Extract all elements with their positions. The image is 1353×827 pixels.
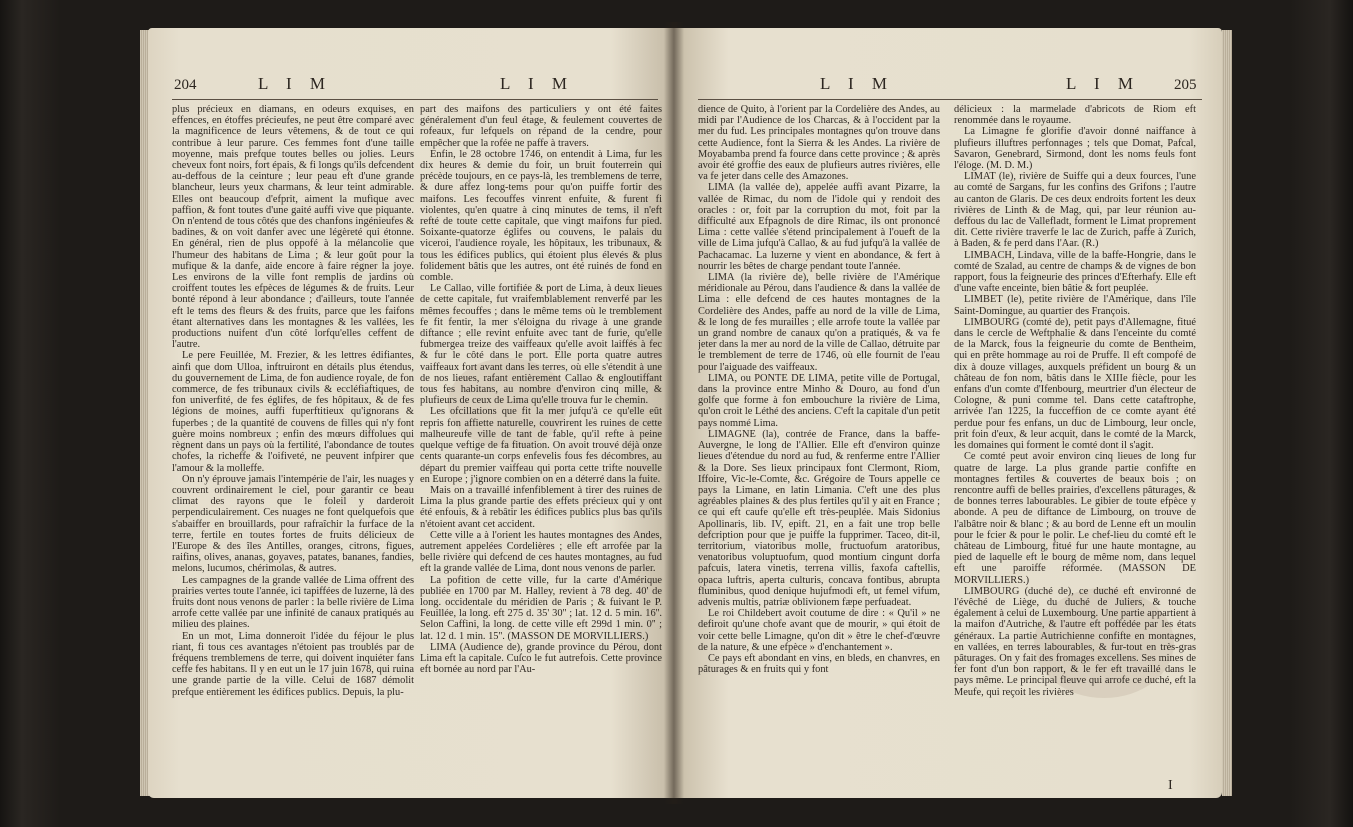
paragraph: LIMA (la rivière de), belle rivière de l'Amérique méridionale au Pérou, dans l'audience & dans la vallée de Lima : elle defcend de ces hautes montagnes de la Cordelière des Andes, paffe au nord de la ville de Lima, & le long de fes murailles ; elle arrofe toute la vallée par un grand nombre de canaux qu'on a pratiqués, & va fe jeter dans la mer au nord de la ville de Callao, détruite par le tremblement de terre de 1746, où elle fournit de l'eau pour l'aiguade des vaiffeaux.	[698, 272, 940, 373]
paragraph: LIMAGNE (la), contrée de France, dans la baffe-Auvergne, le long de l'Allier. Elle eft d'environ quinze lieues d'étendue du nord au fud, & renferme entre l'Allier & la Dore. Ses lieux principaux font Clermont, Riom, Iffoire, Vic-le-Comte, &c. Grégoire de Tours appelle ce pays la Limane, en latin Limania. C'eft une des plus agréables plaines & des plus fertiles qu'il y ait en France ; ce qui eft caufe qu'elle eft très-peuplée. Mais Sidonius Apollinaris, lib. IV, epift. 21, en a fait une trop belle defcription pour que je puiffe la fupprimer. Taceo, dit-il, territorium, viatoribus molle, fructuofum aratoribus, venatoribus voluptuofum, quod montium cingunt dorfa pafcuis, latera vinetis, terrena villis, faxofa caftellis, opaca luftris, aperta culturis, concava fontibus, abrupta fluminibus, quod denique hujufmodi eft, ut femel vifum, advenis multis, patriæ oblivionem fæpe perfuadeat.	[698, 428, 940, 608]
header-rule	[172, 99, 658, 100]
left-page	[148, 28, 674, 798]
paragraph: Les ofcillations que fit la mer jufqu'à ce qu'elle eût repris fon affiette naturelle, couvrirent les ruines de cette malheureufe ville de tant de fable, qu'il refte à peine quelque veftige de fa fituation. On avoit trouvé déjà onze cents quarante-un corps enfevelis fous fes décombres, au départ du premier vaiffeau qui porta cette trifte nouvelle en Europe ; j'ignore combien on en a déterré dans la fuite.	[420, 406, 662, 485]
paragraph: LIMA, ou PONTE DE LIMA, petite ville de Portugal, dans la province entre Minho & Douro, au fond d'un golfe que forme à fon embouchure la rivière de Lima, qu'on croit le Léthé des anciens. C'eft la capitale d'un petit pays nommé Lima.	[698, 372, 940, 429]
paragraph: LIMBOURG (comté de), petit pays d'Allemagne, fitué dans le cercle de Weftphalie & dans l'enceinte du comté de la Marck, fous la feigneurie du comte de Bentheim, qui en prête hommage au roi de Pruffe. Il eft compofé de dix à douze villages, auxquels préfident un bourg & un château de fon nom, bâtis dans le XIIIe fiècle, pour les enfans d'un comte d'Ifenbourg, meurtrier d'un électeur de Cologne, & puni comme tel. Dans cette cataftrophe, arrivée l'an 1225, la fucceffion de ce comte ayant été perdue pour fes enfans, un duc de Limbourg, leur oncle, prit foin d'eux, & leur acquit, dans le comté de la Marck, les domaines qui forment le comté dont il s'agit.	[954, 316, 1196, 452]
header-rule	[698, 99, 1202, 100]
paragraph: dience de Quito, à l'orient par la Cordelière des Andes, au midi par l'Audience de los Charcas, & à l'occident par la mer du fud. Les principales montagnes qu'on trouve dans cette Audience, font la Sierra & les Andes. La rivière de Moyabamba prend fa fource dans cette province ; & après avoir été groffie des eaux de plufieurs autres rivières, elle va fe jeter dans celle des Amazones.	[698, 104, 940, 183]
paragraph: Le roi Childebert avoit coutume de dire : « Qu'il » ne defiroit qu'une chofe avant que de mourir, » qui étoit de voir cette belle Limagne, qu'on dit » être le chef-d'œuvre de la nature, & une efpèce » d'enchantement ».	[698, 608, 940, 653]
paragraph: En un mot, Lima donneroit l'idée du féjour le plus riant, fi tous ces avantages n'étoient pas troublés par de fréquens tremblemens de terre, qui doivent inquiéter fans ceffe fes habitans. Il y en eut un le 17 juin 1678, qui ruina une grande partie de la ville. Celui de 1687 démolit prefque entièrement les édifices publics. Depuis, la plu-	[172, 630, 414, 698]
paragraph: On n'y éprouve jamais l'intempérie de l'air, les nuages y couvrent ordinairement le ciel, pour garantir ce beau climat des rayons que le foleil y darderoit perpendiculairement. Ces nuages ne font quelquefois que s'abaiffer en brouillards, pour rafraîchir la furface de la terre, fertile en toutes fortes de fruits délicieux de l'Europe & des îles Antilles, oranges, citrons, figues, raifins, olives, ananas, goyaves, patates, bananes, fandies, melons, lucumos, chérimolas, & autres.	[172, 473, 414, 575]
paragraph: plus précieux en diamans, en odeurs exquises, en effences, en étoffes précieufes, ne peut être comparé avec la magnificence de leurs vêtemens, & de tout ce qui contribue à leur parure. Ces femmes font d'une taille moyenne, mais prefque toutes belles ou jolies. Leurs cheveux font noirs, fort épais, & fi longs qu'ils defcendent au-deffous de la ceinture ; leur peau eft d'une grande blancheur, leurs yeux charmans, & leur teint admirable. Elles ont beaucoup d'efprit, aiment la mufique avec paffion, & font toutes d'une gaité auffi vive que piquante. On n'entend de tous côtés que des chanfons ingénieufes & badines, & on voit danfer avec une légèreté qui étonne. En général, rien de plus oppofé à la mélancolie que l'humeur des habitans de Lima ; & leur goût pour la mufique & la danfe, aide encore à faire régner la joye. Les environs de la ville font remplis de jardins où croiffent toutes les efpèces de légumes & de fruits. Leur bonté répond à leur abondance ; d'ailleurs, toute l'année eft le tems des fleurs & des fruits, parce que les faifons étant alternatives dans les montagnes & les vallées, les productions nuifent d'un côté lorfqu'elles ceffent de l'autre.	[172, 104, 414, 351]
paragraph: Ce pays eft abondant en vins, en bleds, en chanvres, en pâturages & en fruits qui y font	[698, 652, 940, 676]
paragraph: LIMA (la vallée de), appelée auffi avant Pizarre, la vallée de Rimac, du nom de l'idole qui y rendoit des oracles : or, foit par la corruption du mot, foit par la difficulté aux Efpagnols de dire Rimac, ils ont prononcé Lima : cette vallée s'étend principalement à l'oueft de la ville de Lima jufqu'à Callao, & au fud jufqu'à la vallée de Pachacamac. La luzerne y vient en abondance, & fert à nourrir les bêtes de charge pendant toute l'année.	[698, 182, 940, 272]
paragraph: LIMBACH, Lindava, ville de la baffe-Hongrie, dans le comté de Szalad, au centre de champs & de vignes de bon rapport, fous la feigneurie des princes d'Efterhafy. Elle eft d'une vafte enceinte, bien bâtie & fort peuplée.	[954, 249, 1196, 295]
running-head: L I M	[258, 74, 333, 93]
paragraph: LIMBOURG (duché de), ce duché eft environné de l'évêché de Liège, du duché de Juliers, & touche également à celui de Luxembourg. Une partie appartient à la maifon d'Autriche, & l'autre eft poffédée par les états généraux. La partie Autrichienne confifte en montagnes, en vallées, en terres labourables, & fur-tout en très-gras pâturages. On y fait des fromages excellens. Ses mines de fer font d'un bon rapport, & le fer eft travaillé dans le pays même. Le principal fleuve qui arrofe ce duché, eft la Meufe, qui reçoit les rivières	[954, 585, 1196, 698]
right-page	[674, 28, 1222, 798]
paragraph: part des maifons des particuliers y ont été faites généralement d'un feul étage, & feulement couvertes de rofeaux, fur lefquels on répand de la cendre, pour empêcher que la rofée ne paffe à travers.	[420, 104, 662, 149]
page-number: 205	[1174, 77, 1197, 93]
paragraph: Mais on a travaillé infenfiblement à tirer des ruines de Lima la plus grande partie des effets précieux qui y ont été enfouis, & à rebâtir les édifices publics plus bas qu'ils n'étoient avant cet accident.	[420, 484, 662, 530]
book-gutter	[664, 22, 684, 804]
paragraph: Les campagnes de la grande vallée de Lima offrent des prairies vertes toute l'année, ici tapiffées de luzerne, là des fruits dont nous venons de parler : la belle rivière de Lima arrofe cette vallée par une infinité de canaux pratiqués au milieu des plaines.	[172, 574, 414, 631]
paragraph: LIMA (Audience de), grande province du Pérou, dont Lima eft la capitale. Cuſco le fut autrefois. Cette province eft bornée au nord par l'Au-	[420, 641, 662, 676]
right-page-edge	[1222, 30, 1232, 796]
paragraph: Cette ville a à l'orient les hautes montagnes des Andes, autrement appelées Cordelières ; elle eft arrofée par la belle rivière qui defcend de ces hautes montagnes, au fud eft la grande vallée de Lima, dont nous venons de parler.	[420, 529, 662, 575]
catchword: I	[1168, 778, 1173, 793]
running-head: L I M	[500, 74, 575, 93]
paragraph: Enfin, le 28 octobre 1746, on entendit à Lima, fur les dix heures & demie du foir, un bruit fouterrein qui précède toujours, en ce pays-là, les tremblemens de terre, & dure affez long-tems pour qu'on puiffe fortir des maifons. Les fecouffes vinrent enfuite, & furent fi violentes, qu'en quatre à cinq minutes de tems, il n'eft refté de toute cette capitale, que vingt maifons fur pied. Soixante-quatorze églifes ou couvens, le palais du viceroi, l'audience royale, les hôpitaux, les tribunaux, & tous les édifices publics, qui étoient plus élevés & plus folidement bâtis que les autres, ont été ruinés de fond en comble.	[420, 148, 662, 284]
paragraph: Ce comté peut avoir environ cinq lieues de long fur quatre de large. La plus grande partie confifte en montagnes fertiles & couvertes de beaux bois ; on rencontre auffi de belles prairies, d'excellens pâturages, & de bonnes terres labourables. Le gibier de toute efpèce y abonde. A peu de diftance de Limbourg, on trouve de l'albâtre noir & blanc ; & au bord de Lenne eft un moulin pour le fcier & pour le polir. Le chef-lieu du comté eft le château de Limbourg, fitué fur une haute montagne, au pied de laquelle eft le bourg de même nom, dans lequel eft une paroiffe réformée. (MASSON DE MORVILLIERS.)	[954, 451, 1196, 586]
text-column	[954, 104, 1196, 764]
paragraph: La Limagne fe glorifie d'avoir donné naiffance à plufieurs illuftres perfonnages ; tels que Domat, Pafcal, Savaron, Genebrard, Sirmond, dont les noms feuls font l'éloge. (M. D. M.)	[954, 126, 1196, 172]
paragraph: LIMAT (le), rivière de Suiffe qui a deux fources, l'une au comté de Sargans, fur les confins des Grifons ; l'autre au canton de Glaris. De ces deux endroits fortent les deux rivières de Linth & de Mag, qui, par leur réunion au-deffous du lac de Vallefladt, forment le Limat proprement dit. Cette rivière traverfe le lac de Zurich, paffe à Zurich, à Baden, & fe perd dans l'Aar. (R.)	[954, 171, 1196, 250]
paragraph: LIMBET (le), petite rivière de l'Amérique, dans l'île Saint-Domingue, au quartier des François.	[954, 294, 1196, 317]
paragraph: Le Callao, ville fortifiée & port de Lima, à deux lieues de cette capitale, fut vraifemblablement renverfé par les mêmes fecouffes ; dans le même tems où le tremblement fe fit fentir, la mer s'éloigna du rivage à une grande diftance ; elle revint enfuite avec tant de furie, qu'elle fubmergea treize des vaiffeaux qu'elle avoit laiffés à fec & fur le côté dans le port. Elle porta quatre autres vaiffeaux fort avant dans les terres, où elle s'étendit à une de nos lieues, rafant entièrement Callao & engloutiffant tous fes habitans, au nombre d'environ cinq mille, & plufieurs de ceux de Lima qu'elle trouva fur le chemin.	[420, 283, 662, 407]
running-head: L I M	[820, 74, 895, 93]
paragraph: Le pere Feuillée, M. Frezier, & les lettres édifiantes, ainfi que dom Ulloa, inftruiront en détails plus étendus, du gouvernement de Lima, de fon audience royale, de fon commerce, de fes tribunaux civils & eccléfiaftiques, de fon univerfité, de fes églifes, de fes hôpitaux, & de fes légions de moines, auffi fuperftitieux qu'ignorans & fuperbes ; de la quantité de couvens de filles qui n'y font guère moins nombreux ; enfin des mœurs diffolues qui règnent dans un pays où la fertilité, l'abondance de toutes chofes, la richeffe & l'oifiveté, ne peuvent infpirer que l'amour & la molleffe.	[172, 350, 414, 474]
text-column	[420, 104, 662, 764]
running-head: L I M	[1066, 74, 1141, 93]
text-column	[172, 104, 414, 764]
paragraph: délicieux : la marmelade d'abricots de Riom eft renommée dans le royaume.	[954, 104, 1196, 127]
text-column	[698, 104, 940, 764]
page-number: 204	[174, 77, 197, 93]
paragraph: La pofition de cette ville, fur la carte d'Amérique publiée en 1700 par M. Halley, revient à 78 deg. 40' de long. occidentale du méridien de Paris ; & fuivant le P. Feuillée, la long. eft 275 d. 35' 30'' ; lat. 12 d. 5 min. 16''. Selon Caffini, la long. de cette ville eft 299d 1 min. 0'' ; lat. 12 d. 1 min. 15''. (MASSON DE MORVILLIERS.)	[420, 574, 662, 642]
